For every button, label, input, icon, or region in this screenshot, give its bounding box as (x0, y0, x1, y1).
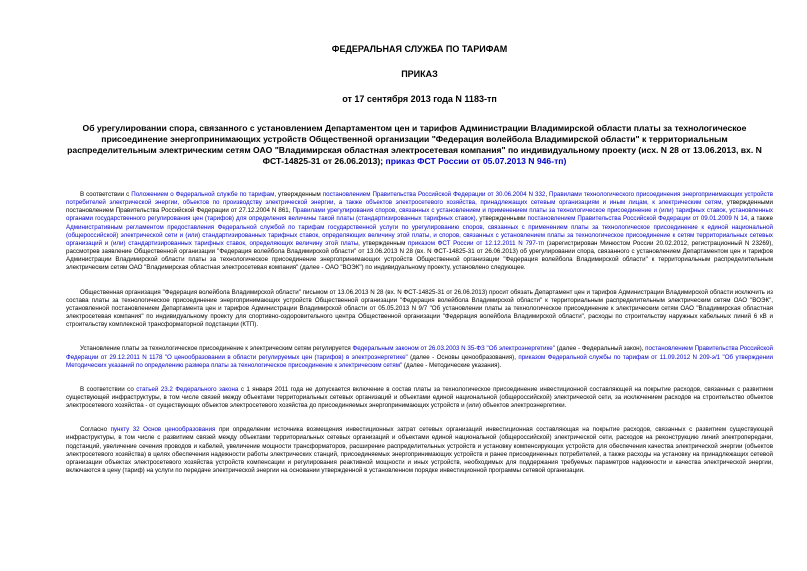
document-link[interactable]: Федеральным законом от 26.03.2003 N 35-ФЗ "Об электроэнергетике" (352, 345, 555, 353)
paragraph-text: В соответствии со (80, 385, 137, 393)
paragraph-text: Общественная организация "Федерация волейбола Владимирской области" письмом от 13.06.2013 N 28 (вх. N ФСТ-14825-31 от 26.06.2013) просит обязать Департамент цен и тарифов Администрации Владимирской области исключить из состава платы за технологическое присоединение энергопринимающих устройств Общественной организации "Федерация волейбола Владимирской области" к территориальным распределительным электрическим сетям ОАО "ВОЭК", установленной постановлением Департамента цен и тарифов Администрации Владимирской области от 05.05.2013 N 9/7 "Об установлении платы за технологическое присоединение к электрическим сетям ОАО "Владимирская областная электросетевая компания" по индивидуальному проекту для спортивно-оздоровительного центра Общественной организации "Федерация волейбола Владимирской области", расходы по строительству наружных кабельных линий 6 кВ и строительству комплексной трансформаторной подстанции (КТП). (66, 288, 773, 329)
document-link[interactable]: Правилами технологического присоединения энергопринимающих устройств потребителей электрической энергии, объектов по производству электрической энергии, а также объектов электросетевого хозяйства, принадлежащих сетевым организациям и иным лицам, к электрическим сетям (66, 191, 773, 207)
paragraph-4 (66, 386, 773, 410)
document-link[interactable]: постановлением Правительства Российской Федерации от 09.01.2009 N 14 (527, 215, 748, 223)
paragraph-text: , утвержденными постановлением Правительства Российской Федерации от 27.12.2004 N 861, (66, 199, 773, 215)
paragraph-text: с 1 января 2011 года не допускается включение в состав платы за технологическое присоединение инвестиционной составляющей на покрытие расходов, связанных с развитием существующей инфраструктуры, в том числе связей между объектами территориальных сетевых организаций и объектами единой национальной (общероссийской) электрической сети, за исключением расходов на строительство объектов электросетевого хозяйства - от существующих объектов электросетевого хозяйства до присоединяемых энергопринимающих устройств и (или) объектов электроэнергетики. (66, 385, 774, 410)
paragraph-1 (66, 191, 773, 273)
document-link[interactable]: приказом ФСТ России от 12.12.2011 N 797-тп (408, 239, 545, 247)
document-title (56, 123, 773, 167)
paragraph-text: (далее - Основы ценообразования), (407, 353, 519, 361)
title-link[interactable]: приказ ФСТ России от 05.07.2013 N 946-тп) (385, 156, 567, 166)
document-link[interactable]: Правилами урегулирования споров, связанных с установлением и применением платы за технологическое присоединение и (или) тарифных ставок, установленных органами государственного регулирования цен (тарифов) для определения величины такой платы (стандартизированных тарифных ставок) (66, 207, 773, 223)
paragraph-text: , утвержденными (475, 215, 528, 223)
doc-date-number: от 17 сентября 2013 года N 1183-тп (342, 94, 497, 104)
paragraph-text: (далее - Методические указания). (402, 361, 502, 369)
document-link[interactable]: Положением о Федеральной службе по тарифам (131, 191, 275, 198)
paragraph-text: , а также (747, 215, 774, 223)
paragraph-text: Согласно (80, 426, 111, 434)
document-link[interactable]: постановлением Правительства Российской Федерации от 29.12.2011 N 1178 "О ценообразовании в области регулируемых цен (тарифов) в электроэнергетике" (66, 345, 773, 361)
paragraph-3 (66, 345, 773, 369)
document-link[interactable]: статьей 23.2 Федерального закона (136, 385, 239, 393)
paragraph-text: , утвержденным (274, 191, 323, 198)
paragraph-5 (66, 426, 773, 475)
paragraph-text: Установление платы за технологическое присоединение к электрическим сетям регулируется (80, 345, 353, 353)
paragraph-text: В соответствии с (80, 191, 132, 198)
paragraph-text: , утвержденным (358, 239, 409, 247)
title-text: Об урегулировании спора, связанного с установлением Департаментом цен и тарифов Администрации Владимирской области платы за технологическое присоединение энергопринимающих устройств Общественной организации "Федерация волейбола Владимирской области" к территориальным распределительным электрическим сетям ОАО "Владимирская областная электросетевая компания" по индивидуальному проекту (исх. N 28 от 13.06.2013, вх. N ФСТ-14825-31 от 26.06.2013); (67, 123, 762, 166)
paragraph-text: (далее - Федеральный закон), (554, 345, 646, 353)
paragraph-text: при определении источника возмещения инвестиционных затрат сетевых организаций инвестиционная составляющая на покрытие расходов, связанных с развитием существующей инфраструктуры, в том числе с развитием связей между объектами территориальных сетевых организаций и объектами единой национальной (общероссийской) электрической сети, расходов на реконструкцию линий электропередачи, подстанций, увеличение сечения проводов и кабелей, увеличение мощности трансформаторов, расширение распределительных устройств и установку компенсирующих устройств для обеспечения качества электрической энергии (объектов электросетевого хозяйства) в целях обеспечения надежности работы электрических станций, присоединяемых энергопринимающих устройств и ранее присоединенных потребителей, а также расходы на установку на принадлежащих сетевой организации объектах электросетевого хозяйства устройств компенсации и регулирования реактивной мощности и иных устройств, необходимых для поддержания требуемых параметров надежности и качества электрической энергии, включаются в цену (тариф) на услуги по передаче электрической энергии на основании утвержденной в установленном порядке инвестиционной программы сетевой организации. (66, 426, 773, 475)
paragraph-text: (зарегистрирован Минюстом России 20.02.2012, регистрационный N 23269), рассмотрев заявление Общественной организации "Федерация волейбола Владимирской области" от 13.06.2013 N 28 (вх. N ФСТ-14825-31 от 26.06.2013) об урегулировании спора, связанного с установлением Департаментом цен и тарифов Администрации Владимирской области платы за технологическое присоединение энергопринимающих устройств Общественной организации "Федерация волейбола Владимирской области" к территориальным распределительным электрическим сетям ОАО "Владимирская областная электросетевая компания" (далее - ОАО "ВОЭК") по индивидуальному проекту, установлено следующее. (66, 239, 773, 272)
paragraph-text: , (545, 191, 550, 198)
agency-heading: ФЕДЕРАЛЬНАЯ СЛУЖБА ПО ТАРИФАМ (331, 44, 508, 54)
document-link[interactable]: приказом Федеральной службы по тарифам от 11.09.2012 N 209-э/1 "Об утверждении Методических указаний по определению размера платы за технологическое присоединение к электрическим сетям" (66, 353, 774, 369)
document-link[interactable]: постановлением Правительства Российской Федерации от 30.06.2004 N 332 (322, 191, 546, 198)
document-link[interactable]: Административным регламентом предоставления Федеральной службой по тарифам государственной услуги по урегулированию споров, связанных с применением платы за технологическое присоединение к единой национальной (общероссийской) электрической сети и (или) стандартизированных тарифных ставок, определяющих величину этой платы, и споров, связанных с установлением платы за технологическое присоединение к сетям территориальных сетевых организаций и (или) стандартизированных тарифных ставок, определяющих величину этой платы (66, 223, 773, 247)
document-link[interactable]: пункту 32 Основ ценообразования (110, 426, 216, 434)
doc-type-heading: ПРИКАЗ (401, 69, 438, 79)
paragraph-2 (66, 289, 773, 330)
